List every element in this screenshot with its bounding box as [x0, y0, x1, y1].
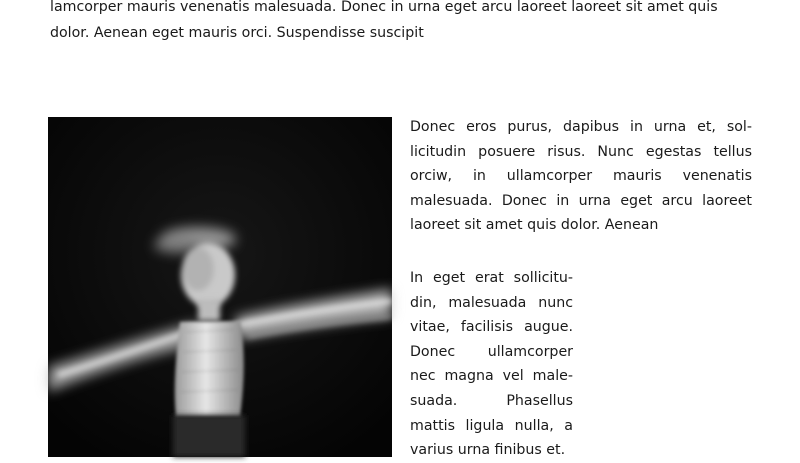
dancer-photo	[48, 117, 392, 457]
dancer-photo-graphic	[48, 117, 392, 457]
body-paragraph-top: lamcorper mauris venenatis malesuada. Donec in urna eget arcu laoreet laoreet sit amet quis dolor. Aenean eget mauris orci. Suspendisse suscipit	[50, 0, 718, 41]
body-paragraph-narrow: In eget erat sollicitudin, malesuada nunc vitae, facilisis augue. Donec ullamcorper nec magna vel malesuada. Phasellus mattis ligula nulla, a varius urna finibus et.	[410, 270, 573, 459]
body-paragraph-right: Donec eros purus, dapibus in urna et, sollicitudin posuere risus. Nunc egestas tellus orciw, in ullamcorper mauris venenatis malesuada. Donec in urna eget arcu laoreet laoreet sit amet quis dolor. Aenean	[410, 119, 752, 234]
